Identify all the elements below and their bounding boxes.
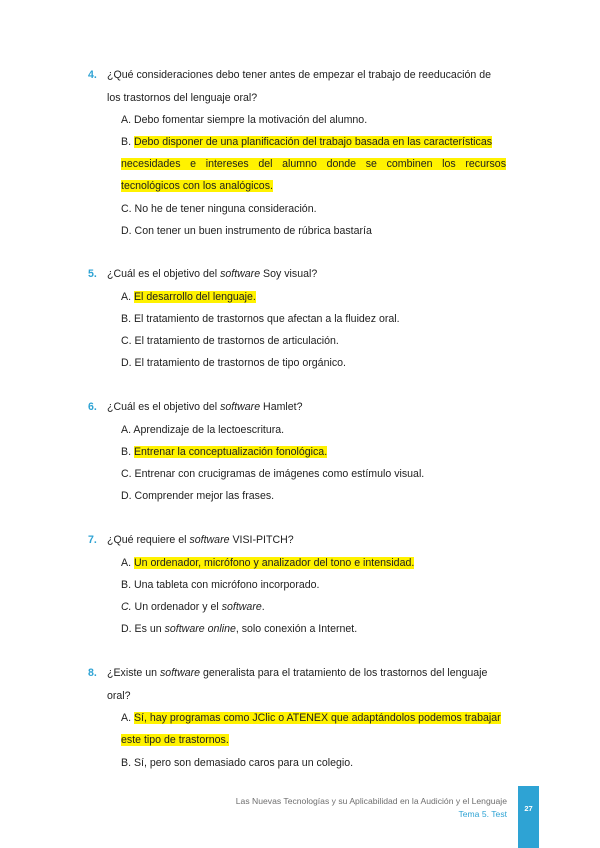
option-text: No he de tener ninguna consideración.: [134, 203, 317, 215]
option-letter: B.: [121, 446, 132, 458]
option-text-highlight: El desarrollo del lenguaje.: [133, 291, 256, 303]
question-text-cont: los trastornos del lenguaje oral?: [107, 92, 258, 104]
option-c: [121, 468, 424, 481]
option-b-line-2: [121, 158, 506, 171]
option-b: [121, 579, 319, 592]
option-a: [121, 291, 256, 304]
option-text-highlight: Un ordenador, micrófono y analizador del tono e intensidad.: [133, 557, 415, 569]
option-text: Debo fomentar siempre la motivación del alumno.: [133, 114, 368, 126]
question-text: ¿Existe un software generalista para el tratamiento de los trastornos del lenguaje: [107, 667, 488, 679]
question-number: 6.: [88, 401, 97, 413]
option-text-highlight: Sí, hay programas como JClic o ATENEX que adaptándolos podemos trabajar: [133, 712, 501, 724]
option-b: [121, 757, 353, 770]
option-letter: C.: [121, 601, 132, 613]
option-letter: C.: [121, 203, 132, 215]
option-a-line-2: [121, 734, 229, 747]
option-text: El tratamiento de trastornos que afectan a la fluidez oral.: [133, 313, 400, 325]
option-letter: A.: [121, 114, 132, 126]
option-text: El tratamiento de trastornos de articulación.: [134, 335, 339, 347]
page-number: 27: [524, 804, 533, 813]
option-text: El tratamiento de trastornos de tipo orgánico.: [134, 357, 346, 369]
option-a: [121, 114, 367, 127]
option-letter: A.: [121, 712, 132, 724]
option-letter: B.: [121, 579, 132, 591]
option-c: [121, 335, 339, 348]
option-d: [121, 623, 357, 636]
option-text-highlight: Debo disponer de una planificación del trabajo basada en las características: [133, 136, 493, 148]
option-letter: A.: [121, 424, 132, 436]
option-d: [121, 225, 372, 238]
option-text: Aprendizaje de la lectoescritura.: [133, 424, 285, 436]
option-text: Una tableta con micrófono incorporado.: [133, 579, 320, 591]
option-b: [121, 136, 492, 149]
question-number: 7.: [88, 534, 97, 546]
question-number: 4.: [88, 69, 97, 81]
option-a: [121, 712, 501, 725]
option-letter: D.: [121, 225, 132, 237]
option-text: Sí, pero son demasiado caros para un colegio.: [133, 757, 354, 769]
option-text: Con tener un buen instrumento de rúbrica bastaría: [134, 225, 372, 237]
question-number: 8.: [88, 667, 97, 679]
option-letter: A.: [121, 557, 132, 569]
option-text-highlight: tecnológicos con los analógicos.: [121, 180, 273, 192]
option-text-highlight: este tipo de trastornos.: [121, 734, 229, 746]
footer-subtitle: Tema 5. Test: [458, 809, 507, 819]
question-number: 5.: [88, 268, 97, 280]
footer-title: Las Nuevas Tecnologías y su Aplicabilidad en la Audición y el Lenguaje: [235, 796, 507, 806]
question-text: ¿Cuál es el objetivo del software Hamlet?: [107, 401, 303, 413]
option-letter: A.: [121, 291, 132, 303]
question-text: ¿Qué requiere el software VISI-PITCH?: [107, 534, 294, 546]
option-letter: B.: [121, 136, 132, 148]
question-text: ¿Qué consideraciones debo tener antes de empezar el trabajo de reeducación de: [107, 69, 491, 81]
option-a: [121, 557, 414, 570]
option-b-line-3: [121, 180, 273, 193]
option-text-highlight: Entrenar la conceptualización fonológica.: [133, 446, 328, 458]
option-letter: D.: [121, 623, 132, 635]
option-b: [121, 446, 327, 459]
option-letter: D.: [121, 357, 132, 369]
option-letter: D.: [121, 490, 132, 502]
option-text-highlight: necesidades e intereses del alumno donde se combinen los recursos: [121, 158, 506, 170]
option-text: Es un software online, solo conexión a Internet.: [134, 623, 358, 635]
option-d: [121, 490, 274, 503]
question-text-cont: oral?: [107, 690, 131, 702]
option-c: [121, 601, 265, 614]
question-text: ¿Cuál es el objetivo del software Soy visual?: [107, 268, 318, 280]
option-letter: B.: [121, 313, 132, 325]
option-letter: C.: [121, 468, 132, 480]
option-d: [121, 357, 346, 370]
option-b: [121, 313, 400, 326]
option-text: Entrenar con crucigramas de imágenes como estímulo visual.: [134, 468, 425, 480]
option-letter: B.: [121, 757, 132, 769]
option-c: [121, 203, 317, 216]
option-text: Un ordenador y el software.: [134, 601, 265, 613]
option-a: [121, 424, 284, 437]
option-text: Comprender mejor las frases.: [134, 490, 275, 502]
page-number-box: [518, 786, 539, 848]
option-letter: C.: [121, 335, 132, 347]
